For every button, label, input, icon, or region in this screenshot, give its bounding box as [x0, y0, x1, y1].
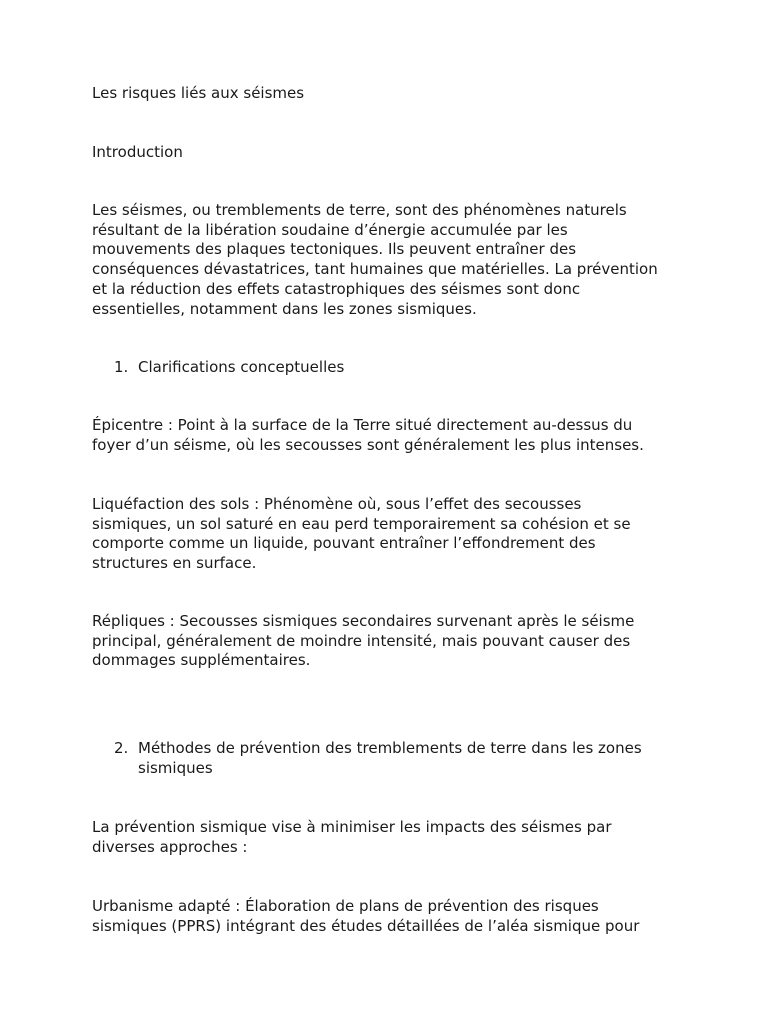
- paragraph-line: sismiques, un sol saturé en eau perd temporairement sa cohésion et se: [92, 514, 631, 533]
- list-number: 2.: [114, 739, 129, 757]
- paragraph-line: Répliques : Secousses sismiques secondaires survenant après le séisme: [92, 612, 635, 630]
- paragraph-line: foyer d’un séisme, où les secousses sont généralement les plus intenses.: [92, 435, 644, 454]
- document-title: Les risques liés aux séismes: [92, 84, 305, 102]
- section-title: Clarifications conceptuelles: [138, 358, 345, 376]
- paragraph-line: Épicentre : Point à la surface de la Terre situé directement au-dessus du: [92, 416, 633, 434]
- paragraph-line: mouvements des plaques tectoniques. Ils peuvent entraîner des: [92, 240, 577, 259]
- paragraph-line: structures en surface.: [92, 554, 257, 573]
- intro-heading: Introduction: [92, 143, 183, 161]
- paragraph-line: La prévention sismique vise à minimiser les impacts des séismes par: [92, 818, 612, 836]
- paragraph-line: diverses approches :: [92, 837, 248, 856]
- paragraph-line: sismiques (PPRS) intégrant des études détaillées de l’aléa sismique pour: [92, 916, 640, 935]
- paragraph-line: Urbanisme adapté : Élaboration de plans de prévention des risques: [92, 897, 599, 915]
- paragraph-line: essentielles, notamment dans les zones sismiques.: [92, 299, 477, 318]
- section-title: Méthodes de prévention des tremblements de terre dans les zones: [138, 739, 642, 757]
- paragraph-line: principal, généralement de moindre intensité, mais pouvant causer des: [92, 631, 631, 650]
- paragraph-line: dommages supplémentaires.: [92, 651, 311, 670]
- paragraph-line: comporte comme un liquide, pouvant entraîner l’effondrement des: [92, 534, 596, 553]
- paragraph-line: Liquéfaction des sols : Phénomène où, sous l’effet des secousses: [92, 495, 582, 513]
- list-number: 1.: [114, 358, 129, 376]
- section-title: sismiques: [138, 758, 213, 777]
- paragraph-line: résultant de la libération soudaine d’énergie accumulée par les: [92, 220, 568, 239]
- paragraph-line: Les séismes, ou tremblements de terre, sont des phénomènes naturels: [92, 201, 627, 219]
- paragraph-line: et la réduction des effets catastrophiques des séismes sont donc: [92, 279, 581, 298]
- paragraph-line: conséquences dévastatrices, tant humaines que matérielles. La prévention: [92, 260, 658, 279]
